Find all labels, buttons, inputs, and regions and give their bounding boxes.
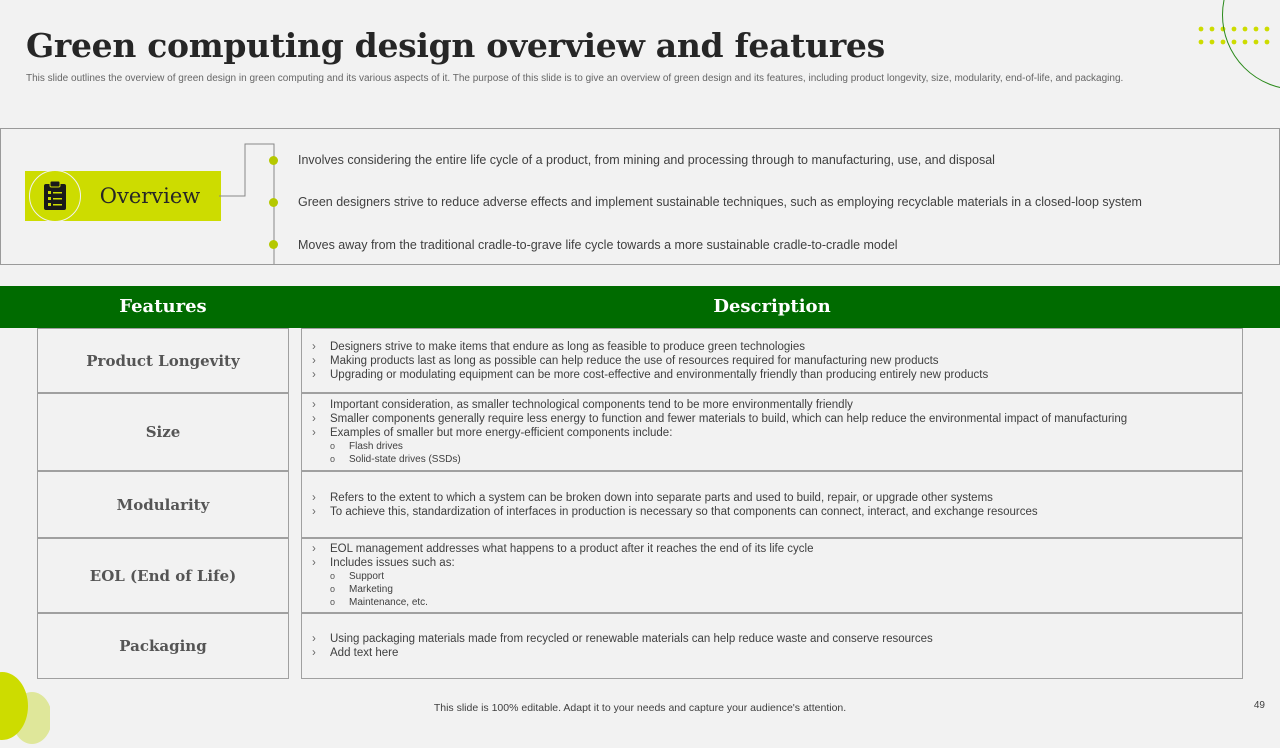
description-bullet: › Designers strive to make items that endure as long as feasible to produce green technologies bbox=[312, 340, 1242, 354]
feature-cell: Packaging bbox=[37, 613, 289, 679]
description-bullet: › Making products last as long as possible can help reduce the use of resources required for manufacturing new products bbox=[312, 354, 1242, 368]
description-cell bbox=[301, 393, 1243, 471]
feature-cell: Product Longevity bbox=[37, 328, 289, 393]
overview-point: Green designers strive to reduce adverse effects and implement sustainable techniques, such as employing recyclable materials in a closed-loop system bbox=[298, 195, 1142, 209]
page-subtitle: This slide outlines the overview of green design in green computing and its various aspects of it. The purpose of this slide is to give an overview of green design and its features, including product longevity, size, modularity, end-of-life, and packaging. bbox=[26, 73, 1124, 84]
description-sub-bullet: o Support bbox=[312, 570, 1242, 583]
description-bullet: › Smaller components generally require less energy to function and fewer materials to build, which can help reduce the environmental impact of manufacturing bbox=[312, 412, 1242, 426]
overview-point-dot bbox=[269, 156, 278, 165]
description-sub-bullet: o Marketing bbox=[312, 583, 1242, 596]
description-bullet: › Refers to the extent to which a system can be broken down into separate parts and used to build, repair, or upgrade other systems bbox=[312, 491, 1242, 505]
description-bullet: › Add text here bbox=[312, 646, 1242, 660]
overview-icon-circle bbox=[29, 170, 81, 222]
description-bullet: › Upgrading or modulating equipment can be more cost-effective and environmentally friendly than producing entirely new products bbox=[312, 368, 1242, 382]
feature-cell: Modularity bbox=[37, 471, 289, 538]
overview-point: Moves away from the traditional cradle-to-grave life cycle towards a more sustainable cradle-to-cradle model bbox=[298, 238, 898, 252]
description-sub-bullet: o Maintenance, etc. bbox=[312, 596, 1242, 609]
clipboard-icon bbox=[43, 181, 67, 211]
overview-point-dot bbox=[269, 240, 278, 249]
description-cell bbox=[301, 538, 1243, 613]
description-cell bbox=[301, 471, 1243, 538]
feature-cell: Size bbox=[37, 393, 289, 471]
description-sub-bullet: o Solid-state drives (SSDs) bbox=[312, 453, 1242, 466]
description-bullet: › EOL management addresses what happens to a product after it reaches the end of its life cycle bbox=[312, 542, 1242, 556]
description-cell bbox=[301, 613, 1243, 679]
overview-label: Overview bbox=[99, 184, 201, 208]
overview-point-dot bbox=[269, 198, 278, 207]
description-bullet: › Important consideration, as smaller technological components tend to be more environmentally friendly bbox=[312, 398, 1242, 412]
features-header: Features bbox=[119, 296, 207, 317]
page-title: Green computing design overview and features bbox=[26, 26, 885, 65]
footer-note: This slide is 100% editable. Adapt it to your needs and capture your audience's attention. bbox=[433, 702, 847, 714]
description-bullet: › Includes issues such as: bbox=[312, 556, 1242, 570]
description-sub-bullet: o Flash drives bbox=[312, 440, 1242, 453]
overview-point: Involves considering the entire life cycle of a product, from mining and processing through to manufacturing, use, and disposal bbox=[298, 153, 995, 167]
description-bullet: › To achieve this, standardization of interfaces in production is necessary so that components can connect, interact, and exchange resources bbox=[312, 505, 1242, 519]
description-header: Description bbox=[713, 296, 831, 317]
description-cell bbox=[301, 328, 1243, 393]
page-number: 49 bbox=[1253, 700, 1265, 711]
description-bullet: › Examples of smaller but more energy-efficient components include: bbox=[312, 426, 1242, 440]
description-bullet: › Using packaging materials made from recycled or renewable materials can help reduce waste and conserve resources bbox=[312, 632, 1242, 646]
arc-decoration bbox=[1222, 0, 1280, 90]
feature-cell: EOL (End of Life) bbox=[37, 538, 289, 613]
